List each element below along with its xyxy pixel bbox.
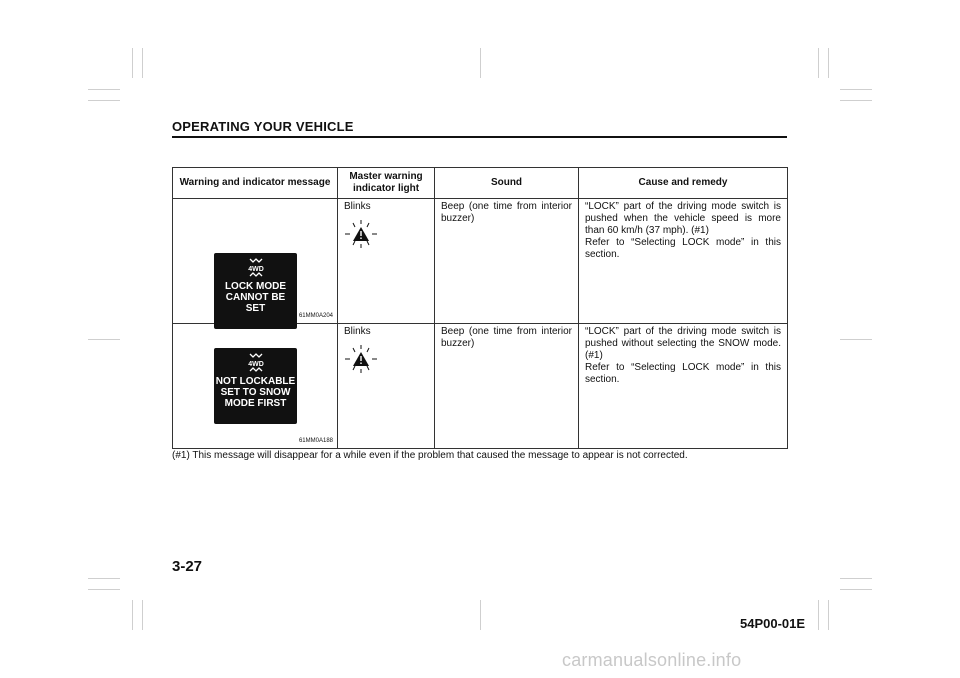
crop-mark <box>88 339 120 340</box>
crop-mark <box>840 578 872 579</box>
column-header-sound: Sound <box>435 168 579 199</box>
column-header-master-light: Master warning indicator light <box>338 168 435 199</box>
column-header-message: Warning and indicator message <box>173 168 338 199</box>
crop-mark <box>840 339 872 340</box>
watermark: carmanualsonline.info <box>562 650 742 670</box>
crop-mark <box>828 48 829 78</box>
table-header-row <box>173 168 788 199</box>
page-number: 3-27 <box>172 558 203 575</box>
message-image-cell <box>173 324 338 449</box>
master-light-status: Blinks <box>344 201 371 212</box>
crop-mark <box>840 100 872 101</box>
crop-mark <box>88 589 120 590</box>
crop-mark <box>132 600 133 630</box>
master-light-status: Blinks <box>344 326 371 337</box>
image-code: 61MM0A204 <box>298 312 333 319</box>
crop-mark <box>828 600 829 630</box>
crop-mark <box>818 48 819 78</box>
column-header-cause: Cause and remedy <box>579 168 788 199</box>
document-code: 54P00-01E <box>740 616 806 631</box>
cause-remedy-cell <box>579 199 788 324</box>
footnote: (#1) This message will disappear for a while even if the problem that caused the message to appear is not corrected. <box>172 450 688 461</box>
4wd-icon-label: 4WD <box>247 361 264 368</box>
crop-mark <box>840 89 872 90</box>
image-code: 61MM0A188 <box>298 437 333 444</box>
table-row <box>173 199 788 324</box>
cause-remedy-cell <box>579 324 788 449</box>
remedy-text: Refer to “Selecting LOCK mode” in this section. <box>585 237 781 260</box>
crop-mark <box>480 48 481 78</box>
sound-cell: Beep (one time from interior buzzer) <box>435 199 579 324</box>
title-rule <box>172 136 787 138</box>
4wd-lock-icon <box>247 257 265 279</box>
4wd-lock-icon <box>247 352 265 374</box>
master-warning-triangle-icon <box>344 344 378 374</box>
display-message: NOT LOCKABLE SET TO SNOW MODE FIRST <box>215 376 296 409</box>
crop-mark <box>142 600 143 630</box>
not-lockable-display <box>214 348 297 424</box>
master-light-cell <box>338 324 435 449</box>
message-image-cell <box>173 199 338 324</box>
lock-mode-cannot-be-set-display <box>214 253 297 329</box>
crop-mark <box>840 589 872 590</box>
crop-mark <box>480 600 481 630</box>
crop-mark <box>132 48 133 78</box>
cause-text: “LOCK” part of the driving mode switch is pushed without selecting the SNOW mode. (#1) <box>585 326 781 361</box>
cause-text: “LOCK” part of the driving mode switch is pushed when the vehicle speed is more than 60 km/h (37 mph). (#1) <box>585 201 781 236</box>
display-message: LOCK MODE CANNOT BE SET <box>224 281 287 314</box>
section-title: OPERATING YOUR VEHICLE <box>172 119 354 134</box>
master-light-cell <box>338 199 435 324</box>
4wd-icon-label: 4WD <box>247 266 264 273</box>
crop-mark <box>88 578 120 579</box>
crop-mark <box>88 89 120 90</box>
crop-mark <box>142 48 143 78</box>
sound-cell: Beep (one time from interior buzzer) <box>435 324 579 449</box>
crop-mark <box>818 600 819 630</box>
remedy-text: Refer to “Selecting LOCK mode” in this section. <box>585 362 781 385</box>
crop-mark <box>88 100 120 101</box>
master-warning-triangle-icon <box>344 219 378 249</box>
warning-message-table <box>172 167 788 449</box>
table-row <box>173 324 788 449</box>
